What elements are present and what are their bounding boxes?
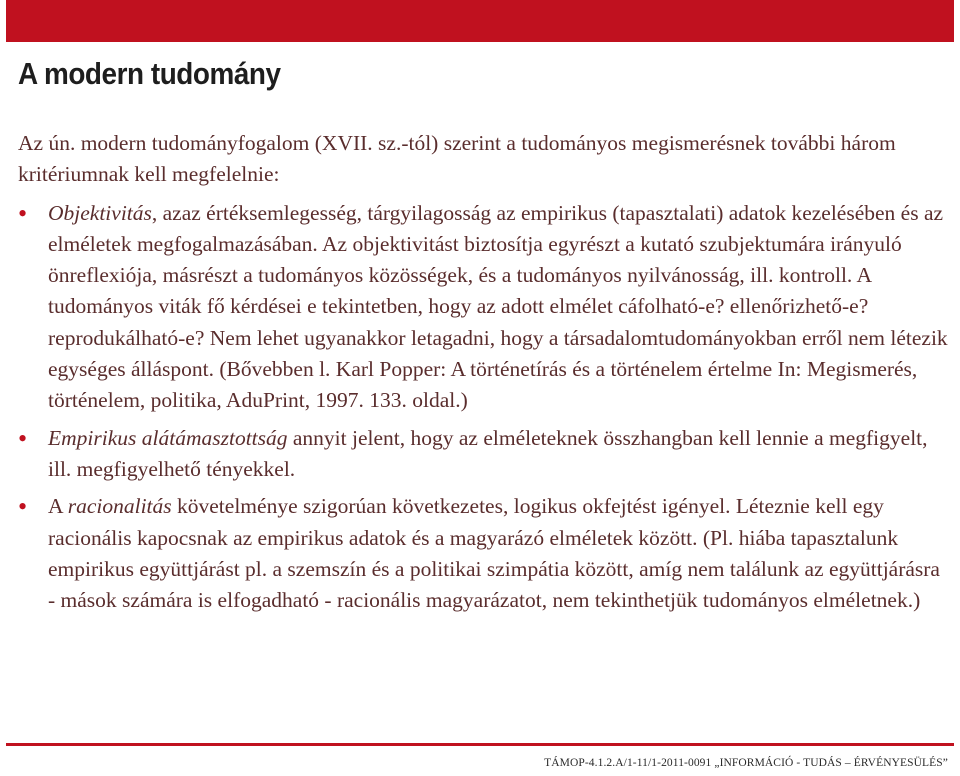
- bullet-objectivity: [18, 198, 948, 417]
- bullet-dot-icon: •: [18, 198, 28, 228]
- footer-project-code: TÁMOP-4.1.2.A/1-11/1-2011-0091 „INFORMÁCIÓ - TUDÁS – ÉRVÉNYESÜLÉS”: [544, 757, 948, 769]
- bullet-text: [48, 201, 948, 413]
- bullet-body: annyit jelent, hogy az elméleteknek összhangban kell lennie a megfigyelt, ill. megfigyelhető tényekkel.: [48, 425, 928, 481]
- bullet-body: , azaz értéksemlegesség, tárgyilagosság az empirikus (tapasztalati) adatok kezelésében és az elméletek megfogalmazásában. Az objektivitást biztosítja egyrészt a kutató szubjektumára irányuló önreflexiója, másrészt a tudományos közösségek, és a tudományos nyilvánosság, ill. kontroll. A tudományos viták fő kérdései e tekintetben, hogy az adott elmélet cáfolható-e? ellenőrizhető-e? reprodukálható-e? Nem lehet ugyanakkor letagadni, hogy a társadalomtudományokban erről nem létezik egységes álláspont. (Bővebben l. Karl Popper: A történetírás és a történelem értelme In: Megismerés, történelem, politika, AduPrint, 1997. 133. oldal.): [48, 200, 948, 413]
- slide-title: A modern tudomány: [18, 56, 281, 91]
- bullet-text: [48, 494, 940, 612]
- bullet-dot-icon: •: [18, 423, 28, 453]
- bullet-rationality: [18, 491, 948, 616]
- top-accent-bar: [6, 0, 954, 42]
- bullet-dot-icon: •: [18, 492, 28, 522]
- bullet-prefix: A: [48, 494, 68, 519]
- intro-paragraph: Az ún. modern tudományfogalom (XVII. sz.-tól) szerint a tudományos megismerésnek további három kritériumnak kell megfelelnie:: [18, 131, 896, 187]
- bullet-term: racionalitás: [67, 494, 172, 519]
- slide-body: [18, 128, 948, 622]
- bottom-accent-rule: [6, 743, 954, 746]
- bullet-body: követelménye szigorúan következetes, logikus okfejtést igényel. Léteznie kell egy racionális kapocsnak az empirikus adatok és a magyarázó elméletek között. (Pl. hiába tapasztalunk empirikus együttjárást pl. a szemszín és a politikai szimpátia között, amíg nem találunk az együttjárásra - mások számára is elfogadható - racionális magyarázatot, nem tekinthetjük tudományos elméletnek.): [48, 494, 940, 613]
- bullet-term: Empirikus alátámasztottság: [48, 425, 288, 450]
- bullet-term: Objektivitás: [48, 200, 152, 225]
- bullet-list: [18, 198, 948, 617]
- bullet-text: [48, 426, 928, 481]
- bullet-empirical-support: [18, 423, 948, 486]
